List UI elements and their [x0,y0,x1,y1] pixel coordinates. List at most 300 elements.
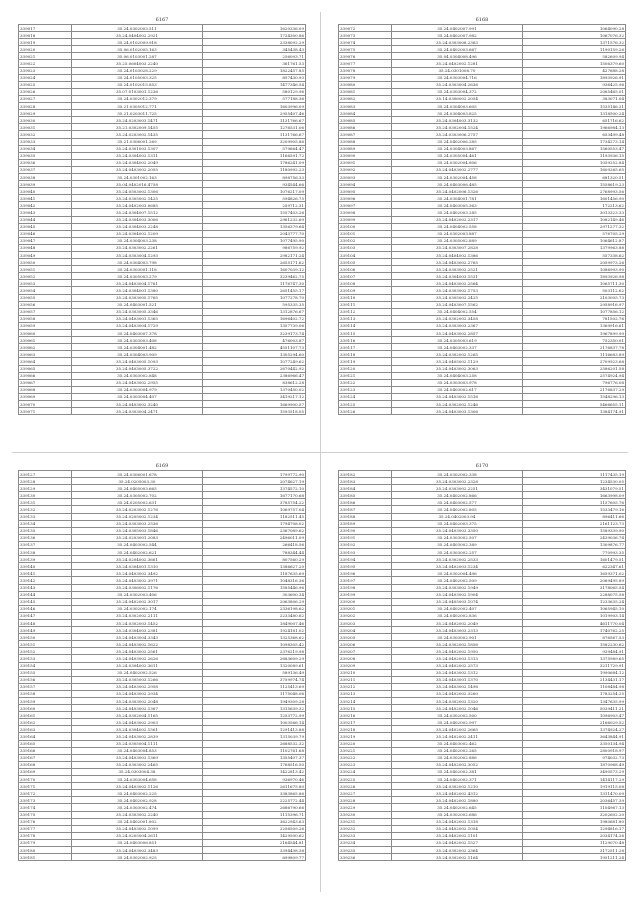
code-cell: 35.24.0302002.1265 [391,351,522,358]
code-cell: 35.24.0305003.1846 [71,527,202,534]
value-cell: 2065465.01 [522,88,625,95]
table-row [339,273,626,280]
row-id-cell: 339172 [19,790,72,797]
code-cell: 35.24.0402002.381 [391,768,522,775]
row-id-cell: 339082 [339,95,392,102]
row-id-cell: 339132 [19,506,72,513]
row-id-cell: 339072 [339,25,392,32]
table-row [19,344,306,351]
value-cell: 1379963.88 [522,244,625,251]
value-cell: 1059252.84 [522,159,625,166]
value-cell: 1659371.02 [522,570,625,577]
table-row [339,676,626,683]
table-row [19,301,306,308]
row-id-cell: 339058 [19,315,72,322]
table-row [339,641,626,648]
row-id-cell: 339195 [339,563,392,570]
row-id-cell: 339063 [19,351,72,358]
code-cell: 35.24.0303002.2328 [391,478,522,485]
code-cell: 35.24.0403004.1761 [71,280,202,287]
row-id-cell: 339168 [19,761,72,768]
value-cell: 939484.91 [522,648,625,655]
value-cell: 1371576.32 [522,39,625,46]
row-id-cell: 339215 [339,705,392,712]
table-row [339,591,626,598]
row-id-cell: 339091 [339,159,392,166]
value-cell: 1548296.13 [522,393,625,400]
table-row [339,88,626,95]
row-id-cell: 339053 [19,280,72,287]
table-row [19,287,306,294]
value-cell: 1312876.67 [202,308,305,315]
row-id-cell: 339174 [19,804,72,811]
value-cell: 1734273.14 [522,138,625,145]
row-id-cell: 339162 [19,719,72,726]
table-row [19,478,306,485]
table-row [19,584,306,591]
row-id-cell: 339230 [339,811,392,818]
table-row [339,372,626,379]
code-cell: 35.24.0402003.94 [391,513,522,520]
value-cell: 3172511.28 [522,846,625,853]
code-cell: 35.07.0103001.1236 [71,88,202,95]
value-cell: 622347.61 [522,563,625,570]
row-id-cell: 339136 [19,534,72,541]
row-id-cell: 339187 [339,506,392,513]
row-id-cell: 339185 [339,492,392,499]
table-row [339,612,626,619]
table-row [339,386,626,393]
panel-title: 6169 [155,463,169,469]
code-cell: 35.24.0402002.509 [391,577,522,584]
row-id-cell: 339083 [339,103,392,110]
row-id-cell: 339052 [19,273,72,280]
row-id-cell: 339070 [19,400,72,407]
row-id-cell: 339178 [19,832,72,839]
code-cell: 35.24.0403004.1729 [71,322,202,329]
code-cell: 35.24.0402002.1880 [391,797,522,804]
row-id-cell: 339161 [19,712,72,719]
row-id-cell: 339089 [339,145,392,152]
table-row [339,563,626,570]
table-row [339,839,626,846]
table-row [339,152,626,159]
code-cell: 35.24.0303004.716 [391,74,522,81]
value-cell: 1098305.42 [202,641,305,648]
table-row [339,520,626,527]
code-cell: 35.24.0402002.1527 [391,839,522,846]
row-id-cell: 339138 [19,549,72,556]
code-cell: 35.24.0503002.1306 [71,188,202,195]
code-cell: 35.24.0303003.2536 [71,520,202,527]
code-cell: 35.24.0405002.1129 [391,358,522,365]
row-id-cell: 339019 [19,39,72,46]
code-cell: 35.24.0403002.1516 [391,393,522,400]
code-cell: 35.24.0403001.1370 [391,676,522,683]
table-row [339,619,626,626]
code-cell: 35.24.0402003.1313 [391,655,522,662]
table-row [19,372,306,379]
value-cell: 934544.66 [202,181,305,188]
row-id-cell: 339206 [339,641,392,648]
code-cell: 35.24.0403002.1498 [391,683,522,690]
code-cell: 35.04.0402016.4758 [71,181,202,188]
table-row [19,358,306,365]
value-cell: 2161123.73 [522,520,625,527]
table-row [339,790,626,797]
value-cell: 1318500.24 [522,110,625,117]
row-id-cell: 339135 [19,527,72,534]
code-cell: 35.24.0403002.2564 [391,280,522,287]
table-row [19,783,306,790]
code-cell: 35.24.0305003.1266 [71,676,202,683]
code-cell: 35.24.0302004.1165 [71,712,202,719]
row-id-cell: 339025 [19,81,72,88]
code-cell: 35.24.0303007.2828 [391,244,522,251]
table-row [339,471,626,478]
table-row [19,46,306,53]
value-cell: 2256509.26 [202,825,305,832]
panel-title: 6167 [155,17,169,23]
table-row [19,159,306,166]
value-cell: 1190159.26 [522,46,625,53]
row-id-cell: 339229 [339,804,392,811]
value-cell: 2176837.78 [522,344,625,351]
value-cell: 2134431.17 [522,676,625,683]
code-cell: 35.24.0303002.507 [391,534,522,541]
value-cell: 936425.96 [522,81,625,88]
table-row [19,315,306,322]
table-row [339,308,626,315]
value-cell: 1003566.14 [202,719,305,726]
value-cell: 3383865.86 [202,790,305,797]
value-cell: 577188.36 [202,95,305,102]
table-row [19,577,306,584]
row-id-cell: 339040 [19,188,72,195]
value-cell: 259712.31 [202,202,305,209]
code-cell: 35.24.0304003.867 [391,145,522,152]
value-cell: 3202602.20 [522,811,625,818]
row-id-cell: 339150 [19,634,72,641]
code-cell: 35.24.0402006.285 [391,138,522,145]
code-cell: 35.24.0304003.238 [71,237,202,244]
row-id-cell: 339128 [19,478,72,485]
table-row [19,244,306,251]
code-cell: 35.24.0304002.1311 [71,152,202,159]
row-id-cell: 339102 [339,237,392,244]
code-cell: 35.24.0303004.658 [71,776,202,783]
code-cell: 35.24.0403002.2626 [71,655,202,662]
row-id-cell: 339173 [19,797,72,804]
code-cell: 35.24.0402002.4312 [391,790,522,797]
value-cell: 2586201.58 [522,365,625,372]
value-cell: 1276531.06 [202,124,305,131]
row-id-cell: 339108 [339,280,392,287]
row-id-cell: 339062 [19,344,72,351]
row-id-cell: 339166 [19,747,72,754]
table-row [19,839,306,846]
code-cell: 35.24.0402002.526 [71,669,202,676]
table-row [339,74,626,81]
table-row [339,726,626,733]
code-cell: 35.24.0304003.825 [391,110,522,117]
value-cell: 1724300.86 [202,32,305,39]
table-row [339,266,626,273]
table-row [19,683,306,690]
table-row [339,804,626,811]
table-row [339,252,626,259]
table-row [339,315,626,322]
row-id-cell: 339163 [19,726,72,733]
row-id-cell: 339114 [339,322,392,329]
code-cell: 35.24.0303004.2471 [71,408,202,415]
code-cell: 35.24.0403001.521 [71,301,202,308]
row-id-cell: 339109 [339,287,392,294]
row-id-cell: 339179 [19,839,72,846]
value-cell: 1082149.46 [522,216,625,223]
code-cell: 35.24.0303006.2757 [391,131,522,138]
code-cell: 35.24.0303002.2521 [391,266,522,273]
value-cell: 1077856.12 [522,308,625,315]
row-id-cell: 339194 [339,556,392,563]
row-id-cell: 339020 [19,46,72,53]
row-id-cell: 339073 [339,32,392,39]
value-cell: 1048316.36 [202,577,305,584]
table-row [19,492,306,499]
code-cell: 35.24.0303004.407 [71,393,202,400]
table-row [339,159,626,166]
table-row [19,273,306,280]
row-id-cell: 339121 [339,372,392,379]
table-row [339,67,626,74]
code-cell: 35.24.0302002.1320 [391,698,522,705]
row-id-cell: 339033 [19,138,72,145]
value-cell: 594826.75 [202,195,305,202]
code-cell: 35.24.0403002.462 [391,740,522,747]
table-row [339,634,626,641]
value-cell: 345438.43 [202,46,305,53]
code-cell: 35.24.0304001.1380 [71,287,202,294]
code-cell: 35.24.0203003.1471 [71,117,202,124]
code-cell: 35.24.0402002.2665 [391,726,522,733]
row-id-cell: 339079 [339,74,392,81]
value-cell: 2069495.89 [522,577,625,584]
panel-title: 6168 [475,17,489,23]
value-cell: 1870968.49 [522,761,625,768]
row-id-cell: 339236 [339,854,392,861]
value-cell: 1129070.48 [522,839,625,846]
value-cell: 1311470.09 [522,790,625,797]
value-cell: 2655171.62 [202,259,305,266]
table-row [19,747,306,754]
row-id-cell: 339184 [339,485,392,492]
code-cell: 35.24.0304003.798 [71,259,202,266]
code-cell: 35.24.0302002.686 [391,811,522,818]
row-id-cell: 339099 [339,216,392,223]
table-row [339,761,626,768]
value-cell: 361761.53 [202,60,305,67]
table-row [339,485,626,492]
row-id-cell: 339169 [19,768,72,775]
table-row [339,337,626,344]
table-row [339,811,626,818]
code-cell: 35.24.0402003.667 [391,46,522,53]
row-id-cell: 339219 [339,733,392,740]
row-id-cell: 339045 [19,223,72,230]
code-cell: 35.24.0302002.3458 [391,315,522,322]
row-id-cell: 339146 [19,605,72,612]
table-row [339,662,626,669]
row-id-cell: 339181 [19,854,72,861]
table-row [19,103,306,110]
row-id-cell: 339142 [19,577,72,584]
row-id-cell: 339044 [19,216,72,223]
value-cell: 2651455.17 [202,287,305,294]
code-cell: 35.24.0301002.163 [71,173,202,180]
row-id-cell: 339193 [339,549,392,556]
value-cell: 1585446.96 [202,584,305,591]
code-cell: 35.24.0302004.458 [391,173,522,180]
table-row [19,662,306,669]
row-id-cell: 339131 [19,499,72,506]
table-row [19,166,306,173]
row-id-cell: 339151 [19,641,72,648]
value-cell: 1305294.60 [202,351,305,358]
value-cell: 1374924.27 [522,726,625,733]
value-cell: 1356379.64 [202,223,305,230]
value-cell: 3419217.12 [202,393,305,400]
value-cell: 580129.96 [202,88,305,95]
code-cell: 35.24.0304001.1310 [71,563,202,570]
code-cell: 35.24.0403002.617 [391,386,522,393]
value-cell: 2103005.73 [522,294,625,301]
code-cell: 35.24.0402003.0685 [71,202,202,209]
row-id-cell: 339170 [19,776,72,783]
row-id-cell: 339220 [339,740,392,747]
code-cell: 35.24.0303002.2240 [71,811,202,818]
row-id-cell: 339087 [339,131,392,138]
row-id-cell: 339021 [19,53,72,60]
row-id-cell: 339104 [339,252,392,259]
value-cell: 5039411.21 [522,705,625,712]
row-id-cell: 339035 [19,152,72,159]
value-cell: 1175048.06 [202,690,305,697]
row-id-cell: 339064 [19,358,72,365]
row-id-cell: 339207 [339,648,392,655]
value-cell: 1535146.21 [522,103,625,110]
code-cell: 35.24.0405003.1074 [391,598,522,605]
row-id-cell: 339078 [339,67,392,74]
code-cell: 35.24.0402002.836 [391,612,522,619]
table-panel-6167 [18,16,306,415]
table-row [339,393,626,400]
value-cell: 3759974.74 [202,676,305,683]
value-cell: 2496011.09 [202,534,305,541]
table-row [19,534,306,541]
row-id-cell: 339183 [339,478,392,485]
code-cell: 35.14.0306002.2054 [391,95,522,102]
row-id-cell: 339047 [19,237,72,244]
code-cell: 35.24.0402002.265 [391,747,522,754]
table-row [19,541,306,548]
value-cell: 1582230.62 [522,641,625,648]
table-row [19,754,306,761]
table-row [19,237,306,244]
table-row [19,294,306,301]
row-id-cell: 339100 [339,223,392,230]
value-cell: 2034174.26 [522,832,625,839]
row-id-cell: 339188 [339,513,392,520]
value-cell: 1357739.06 [202,322,305,329]
row-id-cell: 339107 [339,273,392,280]
row-id-cell: 339171 [19,783,72,790]
table-row [339,754,626,761]
row-id-cell: 339189 [339,520,392,527]
value-cell: 3490573.29 [522,768,625,775]
code-cell: 35.24.0304003.605 [391,103,522,110]
value-cell: 898756.33 [202,173,305,180]
table-row [19,768,306,775]
table-row [19,627,306,634]
code-cell: 35.24.0402002.371 [391,776,522,783]
code-cell: 35.24.0303002.1949 [391,584,522,591]
table-row [19,173,306,180]
table-row [339,344,626,351]
row-id-cell: 339134 [19,520,72,527]
table-row [19,39,306,46]
table-row [19,818,306,825]
value-cell: 1384174.91 [522,408,625,415]
value-cell: 1347635.99 [522,698,625,705]
code-cell: 35.24.0203002.1435 [71,131,202,138]
table-row [339,280,626,287]
code-cell: 35.24.0402002.1046 [391,705,522,712]
code-cell: 35.24.0402002.1101 [391,832,522,839]
value-cell: 2961232.69 [202,216,305,223]
value-cell: 1086993.90 [522,266,625,273]
value-cell: 3239173.74 [202,330,305,337]
row-id-cell: 339122 [339,379,392,386]
table-row [19,549,306,556]
value-cell: 986759.92 [202,244,305,251]
table-row [339,492,626,499]
table-row [339,322,626,329]
row-id-cell: 339038 [19,173,72,180]
code-cell: 35.24.0403005.363 [391,202,522,209]
page-horizontal-divider [12,452,628,453]
code-cell: 35.24.0302002.2533 [391,556,522,563]
code-cell: 35.24.0305004.1111 [71,740,202,747]
row-id-cell: 339198 [339,584,392,591]
code-cell: 35.24.0303002.901 [391,634,522,641]
code-cell: 35.24.0403002.3350 [391,527,522,534]
value-cell: 5466655.11 [522,400,625,407]
value-cell: 681320.51 [522,173,625,180]
value-cell: 383071.04 [522,95,625,102]
value-cell: 1065945.10 [522,605,625,612]
table-row [339,202,626,209]
table-row [19,797,306,804]
table-row [339,669,626,676]
table-row [19,790,306,797]
value-cell: 2288075.58 [522,591,625,598]
value-cell: 1414117.29 [522,776,625,783]
table-row [339,513,626,520]
table-row [19,485,306,492]
code-cell: 35.24.0403002.577 [391,499,522,506]
table-row [19,181,306,188]
value-cell: 1234530.05 [522,478,625,485]
